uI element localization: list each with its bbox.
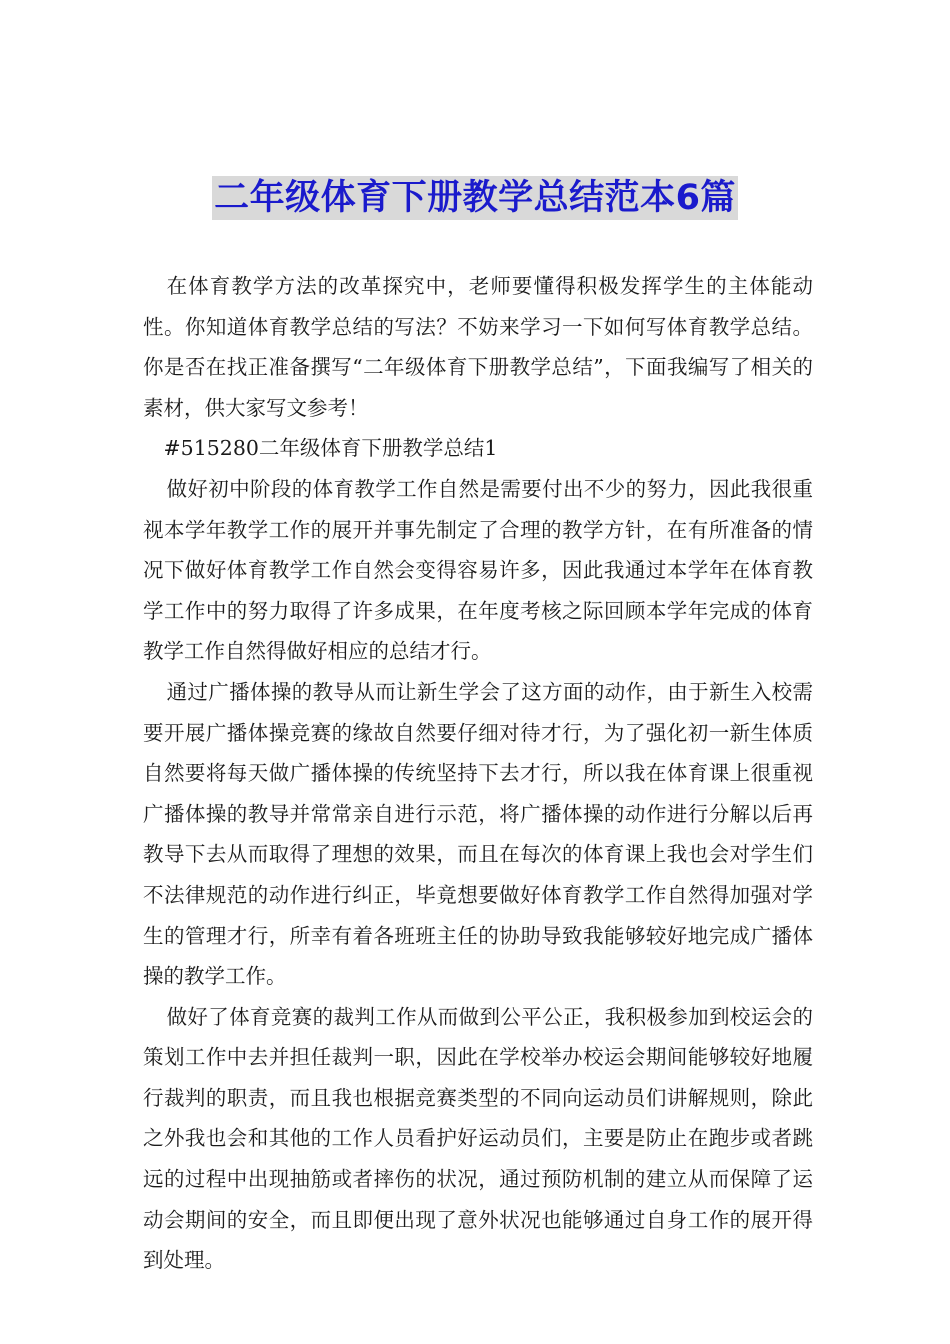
intro-paragraph: 在体育教学方法的改革探究中，老师要懂得积极发挥学生的主体能动性。你知道体育教学总结的写法？不妨来学习一下如何写体育教学总结。你是否在找正准备撰写“二年级体育下册教学总结”，下面我编写了相关的素材，供大家写文参考！ [143,274,813,420]
section-heading: #515280二年级体育下册教学总结1 [163,436,498,461]
title-container [0,176,950,220]
body-paragraph: 通过广播体操的教导从而让新生学会了这方面的动作，由于新生入校需要开展广播体操竞赛的缘故自然要仔细对待才行，为了强化初一新生体质自然要将每天做广播体操的传统坚持下去才行，所以我在体育课上很重视广播体操的教导并常常亲自进行示范，将广播体操的动作进行分解以后再教导下去从而取得了理想的效果，而且在每次的体育课上我也会对学生们不法律规范的动作进行纠正，毕竟想要做好体育教学工作自然得加强对学生的管理才行，所幸有着各班班主任的协助导致我能够较好地完成广播体操的教学工作。 [143,679,813,989]
body-paragraph: 做好初中阶段的体育教学工作自然是需要付出不少的努力，因此我很重视本学年教学工作的展开并事先制定了合理的教学方针，在有所准备的情况下做好体育教学工作自然会变得容易许多，因此我通过本学年在体育教学工作中的努力取得了许多成果，在年度考核之际回顾本学年完成的体育教学工作自然得做好相应的总结才行。 [143,476,813,664]
body-paragraph: 做好了体育竞赛的裁判工作从而做到公平公正，我积极参加到校运会的策划工作中去并担任裁判一职，因此在学校举办校运会期间能够较好地履行裁判的职责，而且我也根据竞赛类型的不同向运动员们讲解规则，除此之外我也会和其他的工作人员看护好运动员们，主要是防止在跑步或者跳远的过程中出现抽筋或者摔伤的状况，通过预防机制的建立从而保障了运动会期间的安全，而且即便出现了意外状况也能够通过自身工作的展开得到处理。 [143,1004,813,1273]
document-title: 二年级体育下册教学总结范本6篇 [214,178,736,218]
document-body [143,266,813,1281]
